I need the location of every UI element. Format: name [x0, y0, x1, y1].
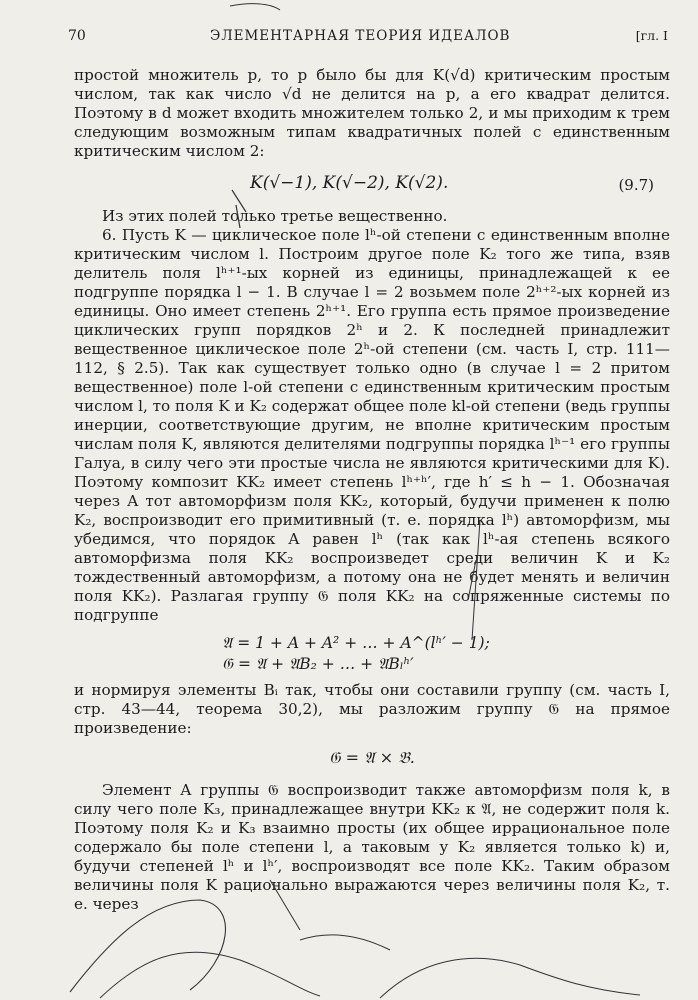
formula-direct-product: 𝔊 = 𝔄 × 𝔅.: [329, 748, 415, 767]
paragraph-1: простой множитель p, то p было бы для K(√d) критическим простым числом, так как число √d не делится на p, а его квадрат делится. Поэтому в d может входить множителем только 2, и мы приходим к трем следующим возможным типам квадратичных полей с единственным критическим числом 2:: [74, 66, 670, 160]
page-number: 70: [68, 28, 86, 44]
page-header: [68, 28, 668, 50]
scribble-stroke-top: [230, 4, 280, 10]
equation-number: (9.7): [618, 176, 654, 194]
paragraph-4: и нормируя элементы Bᵢ так, чтобы они составили группу (см. часть I, стр. 43—44, теорема 30,2), мы разложим группу 𝔊 на прямое произведение:: [74, 681, 670, 737]
paragraph-5: Элемент A группы 𝔊 воспроизводит также автоморфизм поля k, в силу чего поле K₃, принадлежащее внутри KK₂ к 𝔄, не содержит поля k. Поэтому поля K₂ и K₃ взаимно просты (их общее иррациональное поле содержало бы поле степени l, а таковым у K₂ является только k) и, будучи степеней lʰ и lʰ′, воспроизводят все поле KK₂. Таким образом величины поля K рационально выражаются через величины поля K₂, т. е. через: [74, 781, 670, 913]
page-body: [74, 66, 670, 914]
paragraph-3: 6. Пусть K — циклическое поле lʰ-ой степени с единственным вполне критическим числом l. Построим другое поле K₂ того же типа, взяв делитель поля lʰ⁺¹-ых корней из единицы, принадлежащей к ее подгруппе порядка l − 1. В случае l = 2 возьмем поле 2ʰ⁺²-ых корней из единицы. Оно имеет степень 2ʰ⁺¹. Его группа есть прямое произведение циклических групп порядков 2ʰ и 2. К последней принадлежит вещественное циклическое поле 2ʰ-ой степени (см. часть I, стр. 111—112, § 2.5). Так как существует только одно (в случае l = 2 притом вещественное) поле l-ой степени с единственным критическим простым числом l, то поля K и K₂ содержат общее поле kl-ой степени (ведь группы инерции, соответствующие другим, не вполне критическим простым числам поля K, являются делителями подгруппы порядка lʰ⁻¹ его группы Галуа, в силу чего эти простые числа не являются критическими для K). Поэтому композит KK₂ имеет степень lʰ⁺ʰ′, где h′ ≤ h − 1. Обозначая через A тот автоморфизм поля KK₂, который, будучи применен к полю K₂, воспроизводит его примитивный (т. е. порядка lʰ) автоморфизм, мы убедимся, что порядок A равен lʰ (так как lʰ-ая степень всякого автоморфизма поля KK₂ воспроизведет среди величин K и K₂ тождественный автоморфизм, а потому она не будет менять и величин поля KK₂). Разлагая группу 𝔊 поля KK₂ на сопряженные системы по подгруппе: [74, 226, 670, 624]
formula-group-g: 𝔊 = 𝔄 + 𝔄B₂ + … + 𝔄Bₗʰ′: [222, 655, 414, 673]
chapter-label: [гл. I: [635, 28, 668, 43]
equation-9-7-expression: K(√−1), K(√−2), K(√2).: [250, 173, 449, 193]
scribble-stroke-bottom-2: [100, 952, 320, 998]
scribble-stroke-bottom-3: [380, 958, 640, 998]
paragraph-2: Из этих полей только третье вещественно.: [102, 207, 448, 225]
group-decomposition-formulas: [74, 633, 670, 675]
formula-group-a: 𝔄 = 1 + A + A² + … + A^(lʰ′ − 1);: [222, 634, 490, 652]
equation-9-7: [74, 172, 670, 198]
running-title: ЭЛЕМЕНТАРНАЯ ТЕОРИЯ ИДЕАЛОВ: [210, 28, 511, 44]
